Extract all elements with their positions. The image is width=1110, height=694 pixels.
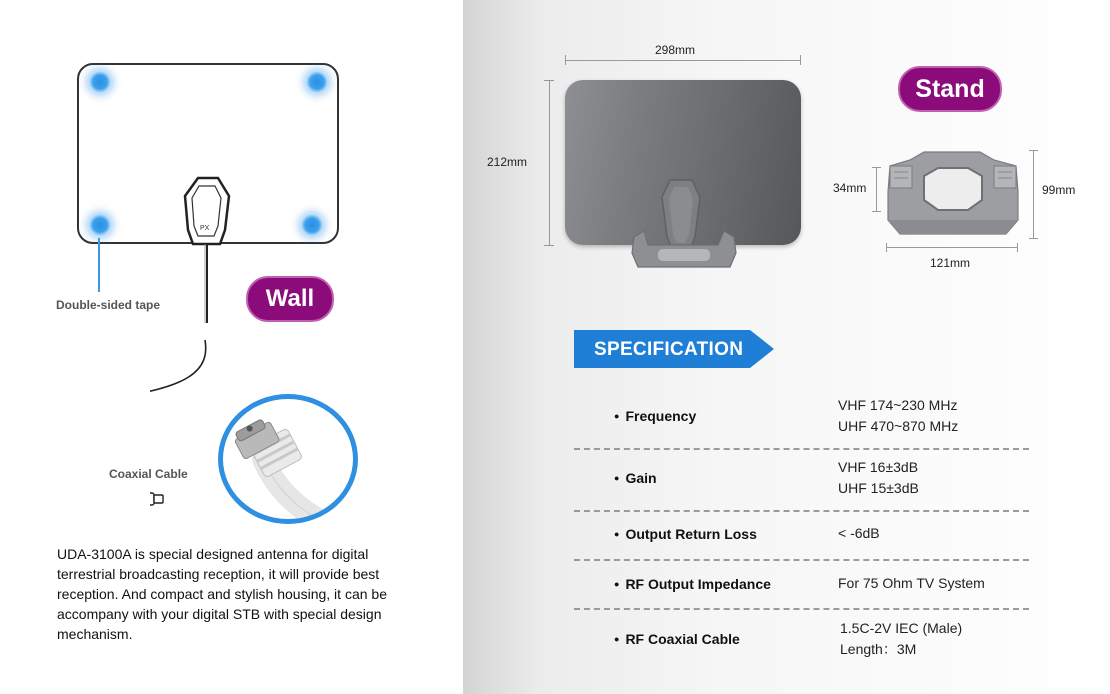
- tape-dot-top-left: [89, 71, 111, 93]
- spec-value-return-loss: < -6dB: [838, 525, 880, 541]
- stand-badge: Stand: [898, 66, 1002, 112]
- stand-small-height-tick-bottom: [872, 211, 881, 212]
- antenna-width-tick-right: [800, 55, 801, 65]
- spec-value-impedance: For 75 Ohm TV System: [838, 575, 985, 591]
- stand-small-height-label: 34mm: [833, 181, 867, 195]
- stand-small-height-line: [876, 167, 877, 211]
- spec-name-gain: ● Gain: [614, 470, 657, 486]
- stand-width-line: [886, 247, 1018, 248]
- tape-label: Double-sided tape: [56, 298, 161, 312]
- antenna-height-tick-bottom: [544, 245, 554, 246]
- product-description: UDA-3100A is special designed antenna for digital terrestrial broadcasting reception, it will provide best reception. And compact and stylish housing, it can be accompany with your digital STB with special design mechanism.: [57, 546, 387, 642]
- spec-name-coax-cable: ● RF Coaxial Cable: [614, 631, 740, 647]
- spec-divider: [574, 608, 1029, 610]
- spec-name-frequency: ● Frequency: [614, 408, 696, 424]
- spec-value-frequency-vhf: VHF 174~230 MHz: [838, 397, 958, 413]
- spec-value-gain-vhf: VHF 16±3dB: [838, 459, 919, 475]
- antenna-width-label: 298mm: [655, 43, 696, 57]
- spec-divider: [574, 559, 1029, 561]
- spec-value-coax-length: Length：3M: [840, 641, 917, 657]
- tape-dot-bottom-left: [89, 214, 111, 236]
- stand-small-height-tick-top: [872, 167, 881, 168]
- stand-width-label: 121mm: [930, 256, 971, 270]
- spec-divider: [574, 448, 1029, 450]
- antenna-height-label: 212mm: [487, 155, 528, 169]
- antenna-height-tick-top: [544, 80, 554, 81]
- wall-mount-badge: Wall: [246, 276, 334, 322]
- antenna-height-line: [549, 80, 550, 245]
- antenna-width-tick-left: [565, 55, 566, 65]
- stand-width-tick-left: [886, 243, 887, 252]
- stand-width-tick-right: [1017, 243, 1018, 252]
- spec-name-impedance: ● RF Output Impedance: [614, 576, 771, 592]
- spec-divider: [574, 510, 1029, 512]
- coax-cable-label: Coaxial Cable: [109, 467, 188, 481]
- antenna-connector-and-stand: [630, 175, 740, 270]
- spec-title: SPECIFICATION: [594, 339, 744, 360]
- svg-text:PX: PX: [200, 225, 210, 232]
- spec-name-return-loss: ● Output Return Loss: [614, 526, 757, 542]
- spec-value-frequency-uhf: UHF 470~870 MHz: [838, 418, 959, 434]
- connector-closeup-photo: [218, 394, 358, 524]
- spec-value-coax-type: 1.5C-2V IEC (Male): [840, 620, 963, 636]
- stand-total-height-tick-top: [1029, 150, 1038, 151]
- stand-total-height-label: 99mm: [1042, 183, 1076, 197]
- tape-leader-line: [98, 238, 100, 292]
- antenna-width-line: [565, 60, 801, 61]
- stand-total-height-tick-bottom: [1029, 238, 1038, 239]
- stand-product-photo: [880, 148, 1025, 240]
- stand-total-height-line: [1033, 150, 1034, 238]
- tape-dot-top-right: [306, 71, 328, 93]
- spec-value-gain-uhf: UHF 15±3dB: [838, 480, 919, 496]
